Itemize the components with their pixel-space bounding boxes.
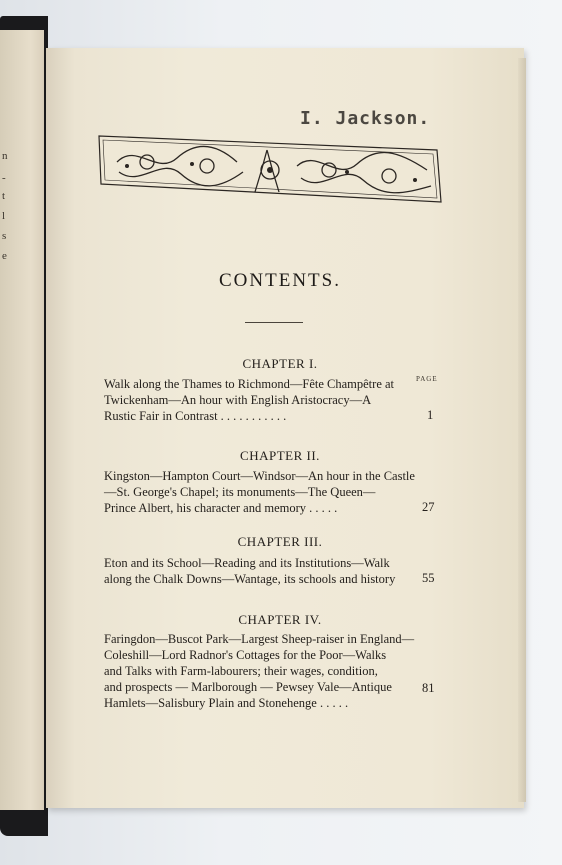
summary-line: Faringdon—Buscot Park—Largest Sheep-raiser in England— xyxy=(104,632,415,646)
chapter-heading: CHAPTER I. xyxy=(242,356,318,371)
owner-stamp: I. Jackson. xyxy=(300,108,431,129)
previous-page-edge xyxy=(0,30,44,810)
chapter-heading: CHAPTER III. xyxy=(237,534,323,549)
summary-line: Walk along the Thames to Richmond—Fête Champêtre at xyxy=(104,377,395,391)
summary-line: along the Chalk Downs—Wantage, its schools and history xyxy=(104,572,396,586)
prev-page-glyph: e xyxy=(2,250,7,262)
chapter-summary xyxy=(104,555,412,587)
page-edge xyxy=(518,58,526,802)
page-number: 55 xyxy=(422,571,435,585)
page-number: 1 xyxy=(427,408,434,422)
prev-page-glyph: s xyxy=(2,230,7,242)
chapter-summary xyxy=(104,468,415,516)
prev-page-glyph: l xyxy=(2,210,6,222)
summary-line: Hamlets—Salisbury Plain and Stonehenge . . . . . xyxy=(104,696,349,710)
chapter-heading: CHAPTER IV. xyxy=(238,612,322,627)
prev-page-glyph: n xyxy=(2,150,8,162)
page-number: 81 xyxy=(422,681,435,695)
summary-line: Eton and its School—Reading and its Institutions—Walk xyxy=(104,556,390,570)
summary-line: Coleshill—Lord Radnor's Cottages for the Poor—Walks xyxy=(104,648,387,662)
chapter-summary xyxy=(104,631,415,711)
summary-line: Kingston—Hampton Court—Windsor—An hour in the Castle xyxy=(104,469,415,483)
chapter-summary xyxy=(104,376,412,424)
page-column-label: PAGE xyxy=(416,375,438,383)
ornamental-headpiece xyxy=(97,132,443,204)
title-rule xyxy=(245,322,303,323)
summary-line: Rustic Fair in Contrast . . . . . . . . . . . xyxy=(104,409,287,423)
summary-line: Twickenham—An hour with English Aristocracy—A xyxy=(104,393,372,407)
page-number: 27 xyxy=(422,500,435,514)
chapter-heading: CHAPTER II. xyxy=(240,448,320,463)
summary-line: Prince Albert, his character and memory . . . . . xyxy=(104,501,338,515)
summary-line: and Talks with Farm-labourers; their wages, condition, xyxy=(104,664,378,678)
prev-page-glyph: t xyxy=(2,190,6,202)
prev-page-glyph: - xyxy=(2,172,6,184)
summary-line: —St. George's Chapel; its monuments—The Queen— xyxy=(104,485,376,499)
summary-line: and prospects — Marlborough — Pewsey Vale—Antique xyxy=(104,680,392,694)
page-title: CONTENTS. xyxy=(219,270,341,291)
